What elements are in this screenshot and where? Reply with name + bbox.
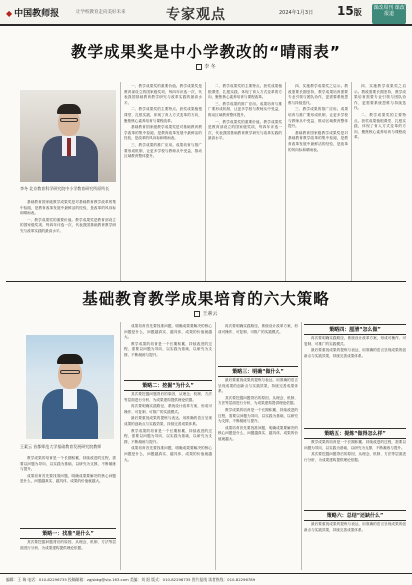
author-box-icon xyxy=(196,64,202,70)
diamond-icon: ◆ xyxy=(6,8,13,18)
subhead-strategy-5: 策略五：提炼“做得怎么样” xyxy=(304,428,406,439)
article2-column-1: 教学成果的培育是一个长期积累、持续改进的过程，需要以问题为导向，以实践为基础，以研究为支撑，不断凝练与提升。 成果培育首先要找准问题，明确成果要解决的核心问题是什么，问题越真实、越具体，成果的价值就越大。 xyxy=(20,456,116,484)
article2-column-4a: 再次要明确实践路径，系统设计改革方案，形成可操作、可复制、可推广的实践模式。 最后要重视成果的提炼与表达，用准确的语言呈现成果的创新点与实践效果，持续完善成果体系。 xyxy=(304,336,406,358)
masthead xyxy=(0,0,412,26)
page-number: 15版 xyxy=(337,4,362,18)
article1-column-2: 一、教学成果奖的重要价值。教学成果奖是教育部设立的国家级奖项，每四年评选一次，代表我国基础教育教学研究与改革实践的最高水平。 二、教学成果奖的主要特点。获奖成果植根课堂、扎根实践，体现了育人方式变革的方向，聚焦核心素养培育与课程改革。 基础教育国家级教学成果奖是对基础教育教学改革的集中检阅，是教育改革发展中最鲜活的经验，是改革的风向标和晴雨表。 三、教学成果的推广应用。成果培育与推广要形成机制，让更多学校与教师从中受益，推动区域教育整体提升。 xyxy=(124,84,202,159)
article2-column-3b: 最后要重视成果的提炼与表达，用准确的语言呈现成果的创新点与实践效果，持续完善成果体系。 其次要挖掘问题背后的原因，从理念、机制、方法等层面进行分析，为成果建构提供理论依据。 教学成果的培育是一个长期积累、持续改进的过程，需要以问题为导向，以实践为基础，以研究为支撑，不断凝练与提升。 成果培育首先要找准问题，明确成果要解决的核心问题是什么，问题越真实、越具体，成果的价值就越大。 xyxy=(218,378,298,441)
subhead-strategy-6: 策略六：总结“还缺什么” xyxy=(304,510,406,521)
section-title: 专家观点 xyxy=(166,7,226,23)
article2-title: 基础教育教学成果培育的六大策略 xyxy=(82,290,330,308)
photo-caption: 王素云 首都师范大学基础教育发展研究院教师 xyxy=(20,444,102,449)
article2-column-2a: 成果培育首先要找准问题，明确成果要解决的核心问题是什么，问题越真实、越具体，成果的价值就越大。 教学成果的培育是一个长期积累、持续改进的过程，需要以问题为导向，以实践为基础，以研究为支撑，不断凝练与提升。 xyxy=(124,324,212,357)
page-footer: 编辑：王 瑞 电话：010-82296735 投稿邮箱：zgjsbkg@vip.163.com 美编：刘 阳 版式：010-82296735 图片报线 读者热线：010-82296789 xyxy=(0,573,412,585)
article2-column-2b: 其次要挖掘问题背后的原因，从理念、机制、方法等层面进行分析，为成果建构提供理论依据。 再次要明确实践路径，系统设计改革方案，形成可操作、可复制、可推广的实践模式。 最后要重视成果的提炼与表达，用准确的语言呈现成果的创新点与实践效果，持续完善成果体系。 教学成果的培育是一个长期积累、持续改进的过程，需要以问题为导向，以实践为基础，以研究为支撑，不断凝练与提升。 成果培育首先要找准问题，明确成果要解决的核心问题是什么，问题越真实、越具体，成果的价值就越大。 xyxy=(124,392,212,462)
subhead-strategy-2: 策略二：挖掘“为什么” xyxy=(124,380,212,391)
article2-column-3a: 再次要明确实践路径，系统设计改革方案，形成可操作、可复制、可推广的实践模式。 xyxy=(218,324,298,334)
photo-caption: 李冬 北京教育科学研究院中小学教育研究所原所长 xyxy=(20,186,110,191)
article2-column-4b: 教学成果的培育是一个长期积累、持续改进的过程，需要以问题为导向，以实践为基础，以研究为支撑，不断凝练与提升。 其次要挖掘问题背后的原因，从理念、机制、方法等层面进行分析，为成果建构提供理论依据。 xyxy=(304,440,406,462)
author-photo xyxy=(20,90,116,182)
paper-name: ◆ 中国教师报 xyxy=(6,8,60,19)
article1-column-3: 二、教学成果奖的主要特点。获奖成果植根课堂、扎根实践，体现了育人方式变革的方向，聚焦核心素养培育与课程改革。 三、教学成果的推广应用。成果培育与推广要形成机制，让更多学校与教师从中受益，推动区域教育整体提升。 一、教学成果奖的重要价值。教学成果奖是教育部设立的国家级奖项，每四年评选一次，代表我国基础教育教学研究与改革实践的最高水平。 xyxy=(208,84,282,141)
article2-column-4c: 最后要重视成果的提炼与表达，用准确的语言呈现成果的创新点与实践效果，持续完善成果体系。 xyxy=(304,522,406,532)
author-photo xyxy=(26,335,114,439)
subhead-strategy-3: 策略三：明确“做什么” xyxy=(218,366,298,377)
subhead-strategy-4: 策略四：厘清“怎么做” xyxy=(304,324,406,335)
article1-column-5: 四、实施教学成果奖之启示。教改需要长期坚持，教学成果培育需要专业引领与团队协作，更需要系统思维与持续迭代。 二、教学成果奖的主要特点。获奖成果植根课堂、扎根实践，体现了育人方式变革的方向，聚焦核心素养培育与课程改革。 xyxy=(354,84,406,140)
issue-date: 2024年1月3日 xyxy=(279,10,314,16)
slogan: 让学校教育走向美好未来 xyxy=(76,10,126,15)
section-badge: 课改周刊 课改报道 xyxy=(372,4,406,24)
subhead-strategy-1: 策略一：找准“是什么” xyxy=(20,528,116,539)
article2-column-1b: 其次要挖掘问题背后的原因，从理念、机制、方法等层面进行分析，为成果建构提供理论依据。 xyxy=(20,540,116,550)
article2-byline: 王素云 xyxy=(0,310,412,317)
article1-column-4: 四、实施教学成果奖之启示。教改需要长期坚持，教学成果培育需要专业引领与团队协作，更需要系统思维与持续迭代。 三、教学成果的推广应用。成果培育与推广要形成机制，让更多学校与教师从中受益，推动区域教育整体提升。 基础教育国家级教学成果奖是对基础教育教学改革的集中检阅，是教育改革发展中最鲜活的经验，是改革的风向标和晴雨表。 xyxy=(288,84,348,152)
author-box-icon xyxy=(194,311,200,317)
article1-title: 教学成果奖是中小学教改的“晴雨表” xyxy=(71,43,341,61)
article1-column-1: 基础教育国家级教学成果奖是对基础教育教学改革的集中检阅，是教育改革发展中最鲜活的经验，是改革的风向标和晴雨表。 一、教学成果奖的重要价值。教学成果奖是教育部设立的国家级奖项，每四年评选一次，代表我国基础教育教学研究与改革实践的最高水平。 xyxy=(20,200,116,233)
article1-byline: 李 冬 xyxy=(0,63,412,70)
